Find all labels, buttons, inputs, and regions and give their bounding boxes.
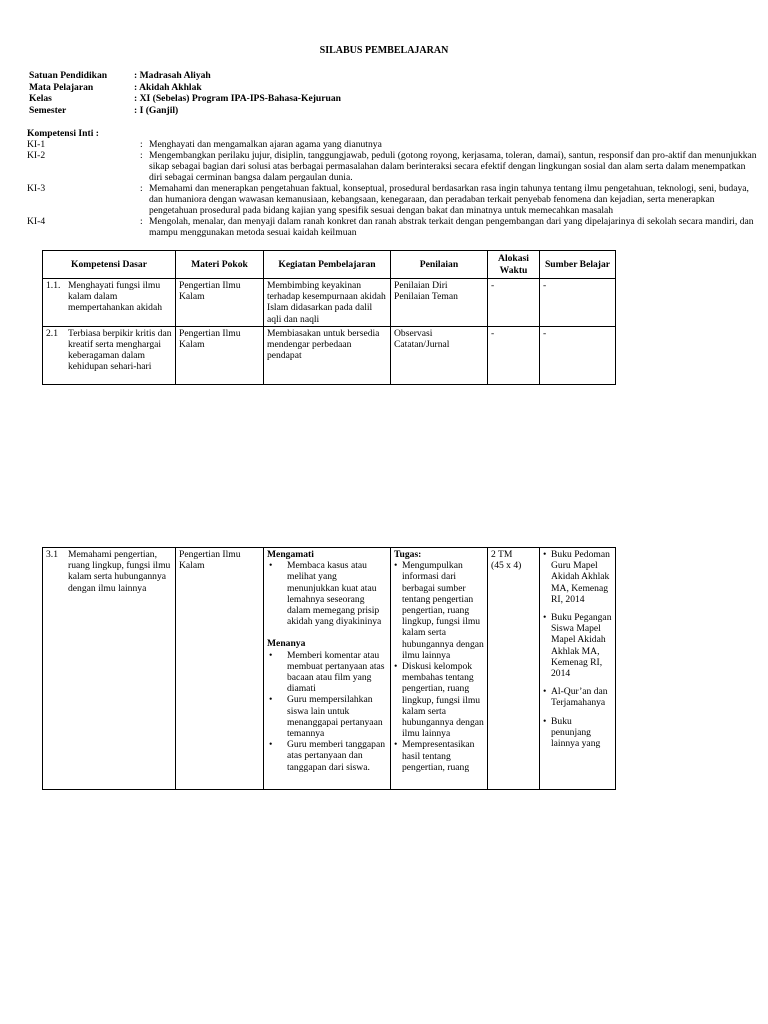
identity-key: Mata Pelajaran bbox=[29, 81, 94, 93]
syllabus-table-continued bbox=[42, 547, 616, 790]
list-item: • Guru memberi tanggapan atas pertanyaan dan tanggapan dari siswa. bbox=[267, 739, 387, 773]
kd-text: Terbiasa berpikir kritis dan kreatif serta menghargai keberagaman dalam kehidupan sehari-hari bbox=[68, 327, 172, 373]
list-item: • Membaca kasus atau melihat yang menunjukkan kuat atau lemahnya seseorang dalam memegang prisip akidah yang diyakininya bbox=[267, 560, 387, 627]
table-header-row bbox=[43, 251, 616, 279]
tugas-list bbox=[394, 560, 484, 773]
syllabus-table bbox=[42, 250, 616, 385]
sumber-cell: - bbox=[540, 326, 616, 384]
kd-number: 3.1 bbox=[46, 549, 58, 560]
list-item: • Mengumpulkan informasi dari berbagai sumber tentang pengertian pengertian, ruang lingkup, fungsi ilmu kalam serta hubungannya dengan ilmu lainnya bbox=[394, 560, 484, 661]
sumber-cell bbox=[540, 548, 616, 790]
column-header: Penilaian bbox=[391, 251, 488, 279]
table-row bbox=[43, 326, 616, 384]
list-item: • Guru mempersilahkan siswa lain untuk menanggapai pertanyaan temannya bbox=[267, 694, 387, 739]
table-row bbox=[43, 279, 616, 327]
identity-row bbox=[29, 93, 341, 105]
kd-text: Memahami pengertian, ruang lingkup, fungsi ilmu kalam serta hubungannya dengan ilmu lainnya bbox=[68, 549, 171, 594]
kd-cell bbox=[43, 548, 176, 790]
list-item: • Buku Pedoman Guru Mapel Akidah Akhlak MA, Kemenag RI, 2014 bbox=[543, 549, 612, 605]
penilaian-item: Penilaian Teman bbox=[394, 291, 458, 303]
alokasi-cell bbox=[488, 548, 540, 790]
penilaian-cell bbox=[391, 548, 488, 790]
list-item: • Memberi komentar atau membuat pertanyaan atas bacaan atau film yang diamati bbox=[267, 650, 387, 695]
identity-value: : XI (Sebelas) Program IPA-IPS-Bahasa-Kejuruan bbox=[134, 93, 341, 104]
spacer bbox=[543, 605, 612, 612]
ki-code: KI-3 bbox=[27, 183, 46, 194]
ki-code: KI-2 bbox=[27, 150, 46, 161]
penilaian-cell bbox=[391, 326, 488, 384]
list-item: • Al-Qur’an dan Terjamahanya bbox=[543, 686, 612, 708]
ki-text: Mengembangkan perilaku jujur, disiplin, tanggungjawab, peduli (gotong royong, kerjasama, toleran, damai), santun, responsif dan pro-aktif dan menunjukkan sikap sebagai bagian dari solusi atas berbagai permasalahan dalam berinteraksi secara efektif dengan lingkungan sosial dan alam serta dalam menempatkan diri sebagai cerminan bangsa dalam pergaulan dunia. bbox=[149, 150, 757, 184]
column-header: Alokasi Waktu bbox=[488, 251, 540, 279]
mengamati-heading: Mengamati bbox=[267, 549, 314, 560]
alokasi-cell: - bbox=[488, 326, 540, 384]
spacer bbox=[543, 679, 612, 686]
list-item: • Buku Pegangan Siswa Mapel Mapel Akidah Akhlak MA, Kemenag RI, 2014 bbox=[543, 612, 612, 679]
list-item: • Buku penunjang lainnya yang bbox=[543, 716, 612, 750]
kegiatan-cell: Membiasakan untuk bersedia mendengar perbedaan pendapat bbox=[264, 326, 391, 384]
ki-code: KI-4 bbox=[27, 216, 46, 227]
identity-key: Satuan Pendidikan bbox=[29, 70, 108, 81]
mengamati-list bbox=[267, 560, 387, 627]
penilaian-item: Catatan/Jurnal bbox=[394, 339, 450, 351]
ki-colon: : bbox=[140, 150, 143, 161]
kd-number: 2.1 bbox=[46, 327, 58, 339]
column-header: Kegiatan Pembelajaran bbox=[264, 251, 391, 279]
ki-text: Memahami dan menerapkan pengetahuan faktual, konseptual, prosedural berdasarkan rasa ingin tahunya tentang ilmu pengetahuan, teknologi, seni, budaya, dan humaniora dengan wawasan kemanusiaan, kebangsaan, kenegaraan, dan peradaban terkait penyebab fenomena dan kejadian, serta menerapkan pengetahuan prosedural pada bidang kajian yang spesifik sesuai dengan bakat dan minatnya untuk memecahkan masalah bbox=[149, 183, 749, 217]
identity-row bbox=[29, 70, 341, 82]
column-header: Sumber Belajar bbox=[540, 251, 616, 279]
list-item: • Diskusi kelompok membahas tentang pengertian, ruang lingkup, fungsi ilmu kalam serta hubungannya dengan ilmu lainnya bbox=[394, 661, 484, 739]
ki-code: KI-1 bbox=[27, 139, 46, 150]
kd-number: 1.1. bbox=[46, 280, 61, 291]
page-title: SILABUS PEMBELAJARAN bbox=[319, 45, 449, 56]
alokasi-tm: 2 TM bbox=[491, 549, 513, 560]
kd-text: Menghayati fungsi ilmu kalam dalam mempertahankan akidah bbox=[68, 280, 163, 314]
ki-text: Mengolah, menalar, dan menyaji dalam ranah konkret dan ranah abstrak terkait dengan pengembangan dari yang dipelajarinya di sekolah secara mandiri, dan mampu menggunakan metoda sesuai kaidah keilmuan bbox=[149, 216, 754, 239]
kd-cell bbox=[43, 279, 176, 327]
menanya-list bbox=[267, 650, 387, 773]
materi-cell: Pengertian Ilmu Kalam bbox=[176, 279, 264, 327]
column-header: Kompetensi Dasar bbox=[43, 251, 176, 279]
materi-cell: Pengertian Ilmu Kalam bbox=[176, 548, 264, 790]
alokasi-minutes: (45 x 4) bbox=[491, 560, 522, 572]
identity-value: : Akidah Akhlak bbox=[134, 81, 202, 93]
ki-colon: : bbox=[140, 216, 143, 227]
ki-colon: : bbox=[140, 183, 143, 194]
spacer bbox=[543, 709, 612, 716]
menanya-heading: Menanya bbox=[267, 638, 306, 650]
penilaian-item: Penilaian Diri bbox=[394, 280, 448, 291]
identity-key: Semester bbox=[29, 104, 67, 116]
ki-colon: : bbox=[140, 139, 143, 150]
kd-cell bbox=[43, 326, 176, 384]
kegiatan-cell bbox=[264, 548, 391, 790]
ki-heading: Kompetensi Inti : bbox=[27, 128, 99, 139]
sumber-cell: - bbox=[540, 279, 616, 327]
materi-cell: Pengertian Ilmu Kalam bbox=[176, 326, 264, 384]
identity-value: : Madrasah Aliyah bbox=[134, 70, 211, 81]
identity-row bbox=[29, 105, 341, 117]
penilaian-cell bbox=[391, 279, 488, 327]
sumber-list bbox=[543, 549, 612, 749]
column-header: Materi Pokok bbox=[176, 251, 264, 279]
alokasi-cell: - bbox=[488, 279, 540, 327]
tugas-heading: Tugas: bbox=[394, 549, 422, 560]
identity-value: : I (Ganjil) bbox=[134, 104, 179, 116]
ki-text: Menghayati dan mengamalkan ajaran agama yang dianutnya bbox=[149, 139, 382, 150]
identity-block bbox=[29, 70, 341, 116]
table-row bbox=[43, 548, 616, 790]
identity-key: Kelas bbox=[29, 93, 52, 104]
list-item: • Mempresentasikan hasil tentang pengertian, ruang bbox=[394, 739, 484, 773]
penilaian-item: Observasi bbox=[394, 327, 433, 339]
kegiatan-cell: Membimbing keyakinan terhadap kesempurnaan akidah Islam didasarkan pada dalil aqli dan naqli bbox=[264, 279, 391, 327]
identity-row bbox=[29, 82, 341, 94]
